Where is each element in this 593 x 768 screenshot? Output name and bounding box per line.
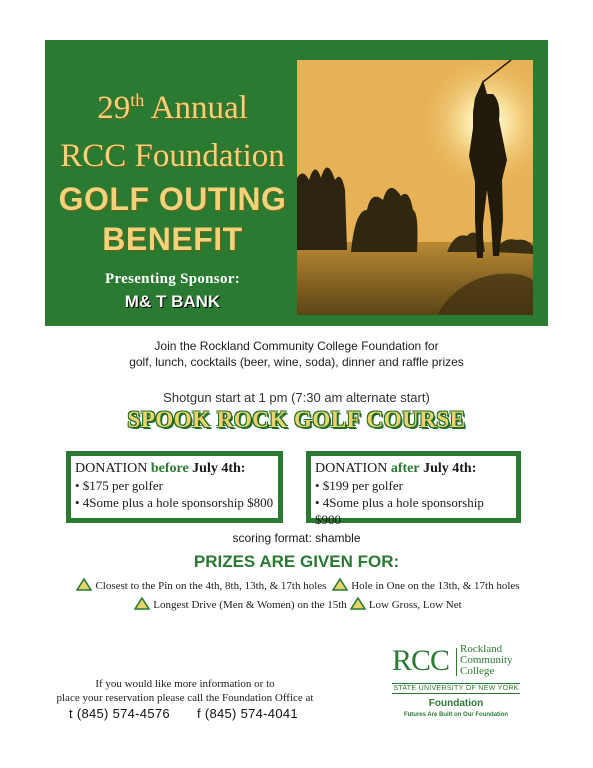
donation-after-heading: DONATION after July 4th:	[315, 461, 477, 476]
donation-before-item: • 4Some plus a hole sponsorship $800	[75, 495, 274, 510]
logo-college-name: Rockland Community College	[460, 643, 513, 677]
intro-line-1: Join the Rockland Community College Foundation for	[154, 339, 439, 353]
contact-line-1: If you would like more information or to	[95, 678, 275, 690]
donation-before-heading: DONATION before July 4th:	[75, 461, 246, 476]
logo-foundation: Foundation	[428, 698, 484, 709]
prize-item: Hole in One on the 13th, & 17th holes	[351, 580, 520, 592]
triangle-bullet-icon	[350, 597, 366, 610]
prize-row	[0, 597, 593, 611]
banner-annual-line: 29th Annual	[97, 90, 248, 126]
logo-tagline: Futures Are Built on Our Foundation	[403, 712, 509, 718]
banner-event-subtitle: BENEFIT	[102, 221, 243, 257]
banner-event-title: GOLF OUTING	[58, 181, 287, 217]
triangle-bullet-icon	[134, 597, 150, 610]
intro-line-2: golf, lunch, cocktails (beer, wine, soda), dinner and raffle prizes	[129, 355, 464, 369]
fax-number: f (845) 574-4041	[197, 706, 298, 721]
logo-suny: STATE UNIVERSITY OF NEW YORK	[393, 685, 519, 692]
triangle-bullet-icon	[332, 578, 348, 591]
intro-text	[0, 338, 593, 370]
donation-after-item: • 4Some plus a hole sponsorship $900	[315, 495, 484, 527]
contact-info	[40, 677, 330, 705]
donation-after-item: • $199 per golfer	[315, 478, 403, 493]
logo-divider	[456, 648, 457, 676]
sponsor-name: M& T BANK	[124, 292, 221, 311]
triangle-bullet-icon	[76, 578, 92, 591]
banner-org: RCC Foundation	[60, 138, 285, 174]
prize-item: Low Gross, Low Net	[368, 599, 462, 611]
golfer-sunset-image	[297, 60, 533, 315]
donation-after-box	[306, 451, 521, 527]
rcc-foundation-logo	[392, 640, 552, 725]
course-name: SPOOK ROCK GOLF COURSE	[127, 407, 466, 432]
contact-line-2: place your reservation please call the Foundation Office at	[56, 692, 314, 704]
golfer-photo	[297, 60, 533, 315]
prizes-title: PRIZES ARE GIVEN FOR:	[193, 552, 400, 571]
donation-before-item: • $175 per golfer	[75, 478, 163, 493]
shotgun-start: Shotgun start at 1 pm (7:30 am alternate start)	[163, 390, 430, 405]
donation-before-box	[66, 451, 283, 523]
scoring-format: scoring format: shamble	[232, 531, 361, 545]
logo-mark: RCC	[392, 644, 450, 677]
prize-row	[0, 578, 593, 592]
phone-number: t (845) 574-4576	[69, 706, 170, 721]
prize-item: Longest Drive (Men & Women) on the 15th	[153, 599, 347, 611]
presenting-sponsor-label: Presenting Sponsor:	[104, 271, 241, 287]
prize-item: Closest to the Pin on the 4th, 8th, 13th, & 17th holes	[95, 580, 327, 592]
